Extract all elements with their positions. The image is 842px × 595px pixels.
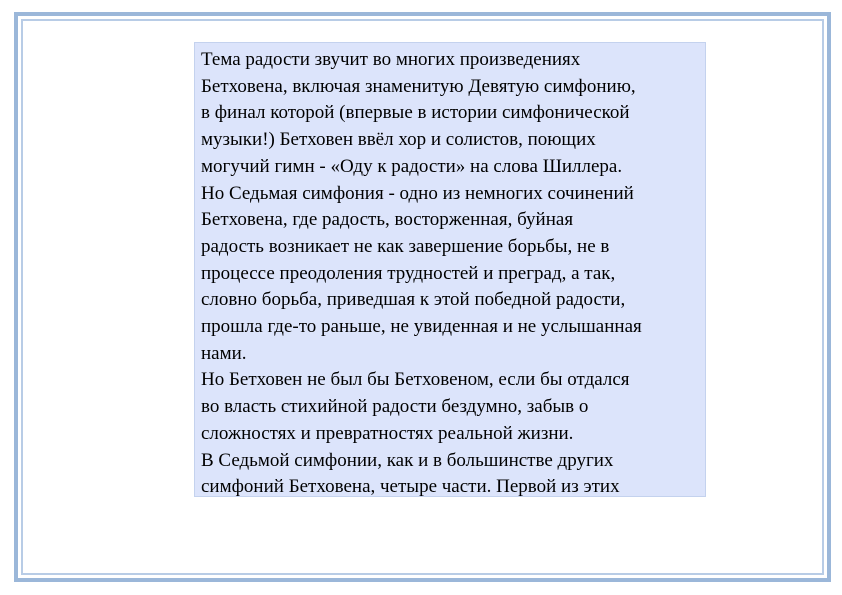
- text-line: Бетховена, где радость, восторженная, буйная: [201, 209, 574, 231]
- text-line: Тема радости звучит во многих произведениях: [201, 49, 581, 70]
- text-line: Но Бетховен не был бы Бетховеном, если бы отдался: [201, 369, 630, 391]
- text-line: во власть стихийной радости бездумно, забыв о: [201, 396, 589, 418]
- text-line: нами.: [201, 342, 247, 364]
- text-line: словно борьба, приведшая к этой победной радости,: [201, 289, 626, 311]
- text-line: В Седьмой симфонии, как и в большинстве других: [201, 449, 614, 471]
- text-box: [194, 42, 706, 497]
- text-line: могучий гимн - «Оду к радости» на слова Шиллера.: [201, 155, 623, 177]
- text-line: Но Седьмая симфония - одно из немногих сочинений: [201, 182, 634, 204]
- text-line: в финал которой (впервые в истории симфонической: [201, 102, 630, 124]
- text-line: симфоний Бетховена, четыре части. Первой из этих: [201, 476, 620, 497]
- text-line: Бетховена, включая знаменитую Девятую симфонию,: [201, 75, 636, 97]
- text-line: сложностях и превратностях реальной жизни.: [201, 422, 574, 444]
- text-line: музыки!) Бетховен ввёл хор и солистов, поющих: [201, 129, 596, 151]
- text-line: радость возникает не как завершение борьбы, не в: [201, 235, 610, 257]
- text-line: процессе преодоления трудностей и преград, а так,: [201, 262, 616, 284]
- text-line: прошла где-то раньше, не увиденная и не услышанная: [201, 316, 642, 338]
